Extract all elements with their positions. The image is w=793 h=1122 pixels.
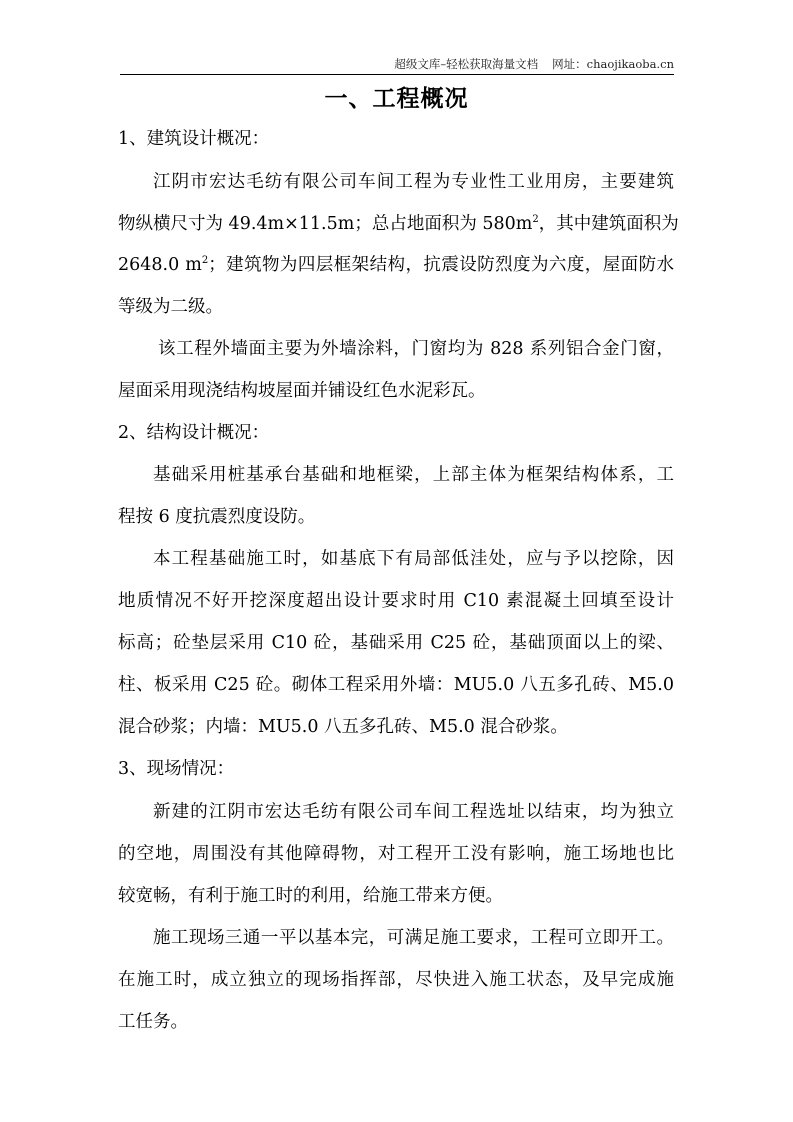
section-heading-structure: 2、结构设计概况： — [118, 423, 270, 443]
paragraph-line: 地质情况不好开挖深度超出设计要求时用 C10 素混凝土回填至设计 — [118, 591, 674, 611]
text-run: 物纵横尺寸为 49.4m×11.5m；总占地面积为 580m — [118, 214, 533, 234]
paragraph-line: 混合砂浆；内墙：MU5.0 八五多孔砖、M5.0 混合砂浆。 — [118, 717, 568, 737]
header-site-url: 网址：chaojikaoba.cn — [552, 57, 674, 71]
paragraph-line: 施工现场三通一平以基本完，可满足施工要求，工程可立即开工。 — [153, 928, 674, 948]
paragraph-line: 该工程外墙面主要为外墙涂料，门窗均为 828 系列铝合金门窗， — [158, 339, 674, 359]
section-heading-site: 3、现场情况： — [118, 759, 235, 779]
page-header — [120, 56, 674, 75]
text-run: 2648.0 m — [118, 255, 202, 275]
paragraph-line: 等级为二级。 — [118, 297, 223, 317]
paragraph-line: 工任务。 — [118, 1012, 188, 1032]
text-run: ；建筑物为四层框架结构，抗震设防烈度为六度，屋面防水 — [208, 255, 675, 275]
paragraph-line: 较宽畅，有利于施工时的利用，给施工带来方便。 — [118, 886, 503, 906]
section-heading-architecture: 1、建筑设计概况： — [118, 129, 270, 149]
header-site-slogan: 超级文库–轻松获取海量文档 — [394, 57, 539, 71]
paragraph-line: 程按 6 度抗震烈度设防。 — [118, 507, 316, 527]
paragraph-line: 新建的江阴市宏达毛纺有限公司车间工程选址以结束，均为独立 — [153, 802, 674, 822]
paragraph-line — [118, 253, 674, 277]
paragraph-line: 基础采用桩基承台基础和地框梁，上部主体为框架结构体系，工 — [153, 465, 674, 485]
superscript: 2 — [201, 255, 209, 266]
text-run: ，其中建筑面积为 — [538, 214, 679, 234]
paragraph-line: 柱、板采用 C25 砼。砌体工程采用外墙：MU5.0 八五多孔砖、M5.0 — [118, 675, 674, 695]
paragraph-line: 屋面采用现浇结构坡屋面并铺设红色水泥彩瓦。 — [118, 381, 486, 401]
paragraph-line: 在施工时，成立独立的现场指挥部，尽快进入施工状态，及早完成施 — [118, 970, 674, 990]
superscript: 2 — [532, 214, 539, 225]
paragraph-line — [118, 212, 679, 236]
document-title: 一、工程概况 — [324, 86, 469, 112]
paragraph-line: 标高；砼垫层采用 C10 砼，基础采用 C25 砼，基础顶面以上的梁、 — [118, 633, 674, 653]
paragraph-line: 江阴市宏达毛纺有限公司车间工程为专业性工业用房，主要建筑 — [153, 172, 674, 192]
paragraph-line: 本工程基础施工时，如基底下有局部低洼处，应与予以挖除，因 — [153, 549, 674, 569]
paragraph-line: 的空地，周围没有其他障碍物，对工程开工没有影响，施工场地也比 — [118, 844, 674, 864]
